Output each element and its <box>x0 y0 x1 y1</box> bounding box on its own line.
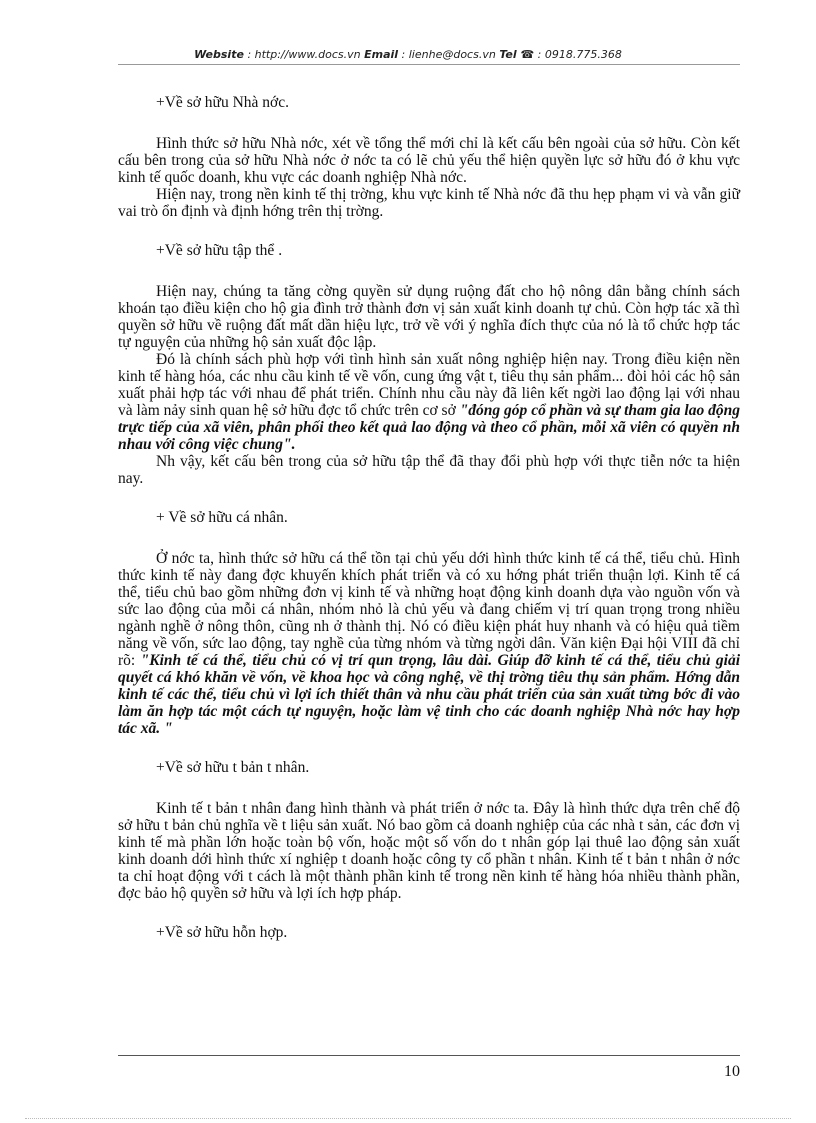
section-heading-state-ownership: +Về sở hữu Nhà nớc. <box>156 94 289 111</box>
section-heading-individual-ownership: + Về sở hữu cá nhân. <box>156 509 288 526</box>
paragraph: Hình thức sở hữu Nhà nớc, xét về tổng thể mới chỉ là kết cấu bên ngoài của sở hữu. Còn kết cấu bên trong của sở hữu Nhà nớc ở nớc ta có lẽ chủ yếu thể hiện quyền lực sở hữu đó ở khu vực kinh tế quốc doanh, khu vực các doanh nghiệp Nhà nớc. <box>118 135 740 186</box>
quote-emphasis: "Kinh tế cá thể, tiểu chủ có vị trí qun trọng, lâu dài. Giúp đỡ kinh tế cá thể, tiểu chủ giải quyết cá khó khăn về vốn, về khoa học và công nghệ, về thị trờng tiêu thụ sản phẩm. Hớng dẫn kinh tế các thể, tiểu chủ vì lợi ích thiết thân và nhu cầu phát triển của sản xuất từng bớc đi vào làm ăn hợp tác một cách tự nguyện, hoặc làm vệ tinh cho các doanh nghiệp Nhà nớc hay hợp tác xã. " <box>118 652 741 737</box>
document-body <box>118 92 740 965</box>
tel-label: Tel ☎ <box>499 48 535 61</box>
header-divider <box>118 64 740 65</box>
email-link[interactable]: : lienhe@docs.vn <box>401 48 496 61</box>
paragraph <box>118 351 740 453</box>
paragraph: Hiện nay, chúng ta tăng cờng quyền sử dụng ruộng đất cho hộ nông dân bằng chính sách khoán tạo điều kiện cho hộ gia đình trở thành đơn vị sản xuất kinh doanh tự chủ. Còn hợp tác xã thì quyền sở hữu về ruộng đất mất dần hiệu lực, trở về với ý nghĩa đích thực của nó là tổ chức hợp tác tự nguyện của những hộ sản xuất độc lập. <box>118 283 740 351</box>
section-heading-private-capital-ownership: +Về sở hữu t bản t nhân. <box>156 759 310 776</box>
page-header <box>0 48 816 61</box>
email-label: Email <box>364 48 399 61</box>
paragraph <box>118 550 740 737</box>
section-heading-mixed-ownership: +Về sở hữu hỗn hợp. <box>156 924 288 941</box>
footer-divider <box>118 1055 740 1056</box>
paragraph-text: Đó là chính sách phù hợp với tình hình sản xuất nông nghiệp hiện nay. Trong điều kiện nền kinh tế hàng hóa, các nhu cầu kinh tế về vốn, cung ứng vật t, tiêu thụ sản phẩm... đòi hỏi các hộ sản xuất phải hợp tác với nhau để phát triển. Chính nhu cầu này đã liên kết ngời lao động lại với nhau và làm nảy sinh quan hệ sở hữu đợc tổ chức trên cơ sở <box>118 351 740 419</box>
paragraph: Nh vậy, kết cấu bên trong của sở hữu tập thể đã thay đổi phù hợp với thực tiễn nớc ta hiện nay. <box>118 453 740 487</box>
quote-emphasis: "đóng góp cổ phần và sự tham gia lao động trực tiếp của xã viên, phân phối theo kết quả lao động và theo cổ phần, mỗi xã viên có quyền nh nhau với công việc chung". <box>118 402 740 453</box>
paragraph-text: Ở nớc ta, hình thức sở hữu cá thể tồn tại chủ yếu dới hình thức kinh tế cá thể, tiểu chủ. Hình thức kinh tế này đang đợc khuyến khích phát triển và có xu hớng phát triển thuận lợi. Kinh tế cá thể, tiểu chủ bao gồm những đơn vị kinh tế và những hoạt động kinh doanh dựa vào nguồn vốn và sức lao động của mỗi cá nhân, nhóm nhỏ là chủ yếu và đang chiếm vị trí quan trọng trong nhiều ngành nghề ở nông thôn, cũng nh ở thành thị. Nó có điều kiện phát huy nhanh và có hiệu quả tiềm năng về vốn, sức lao động, tay nghề của từng nhóm và từng ngời dân. Văn kiện Đại hội VIII đã chỉ rõ: <box>118 550 740 669</box>
page-number: 10 <box>724 1063 740 1080</box>
page-bottom-border <box>25 1118 791 1119</box>
section-heading-collective-ownership: +Về sở hữu tập thể . <box>156 242 283 259</box>
website-label: Website <box>194 48 244 61</box>
paragraph: Hiện nay, trong nền kinh tế thị trờng, khu vực kinh tế Nhà nớc đã thu hẹp phạm vi và vẫn giữ vai trò ổn định và định hớng trên thị trờng. <box>118 186 740 220</box>
paragraph: Kinh tế t bản t nhân đang hình thành và phát triển ở nớc ta. Đây là hình thức dựa trên chế độ sở hữu t bản chủ nghĩa về t liệu sản xuất. Nó bao gồm cả doanh nghiệp của các nhà t sản, các đơn vị kinh tế mà phần lớn hoặc toàn bộ vốn, hoặc một số vốn do t nhân góp lại thuê lao động sản xuất kinh doanh dới hình thức xí nghiệp t doanh hoặc công ty cổ phần t nhân. Kinh tế t bản t nhân ở nớc ta chỉ hoạt động với t cách là một thành phần kinh tế trong nền kinh tế hàng hóa nhiều thành phần, đợc bảo hộ quyền sở hữu và lợi ích hợp pháp. <box>118 800 740 902</box>
website-link[interactable]: : http://www.docs.vn <box>247 48 361 61</box>
tel-value: : 0918.775.368 <box>537 48 622 61</box>
